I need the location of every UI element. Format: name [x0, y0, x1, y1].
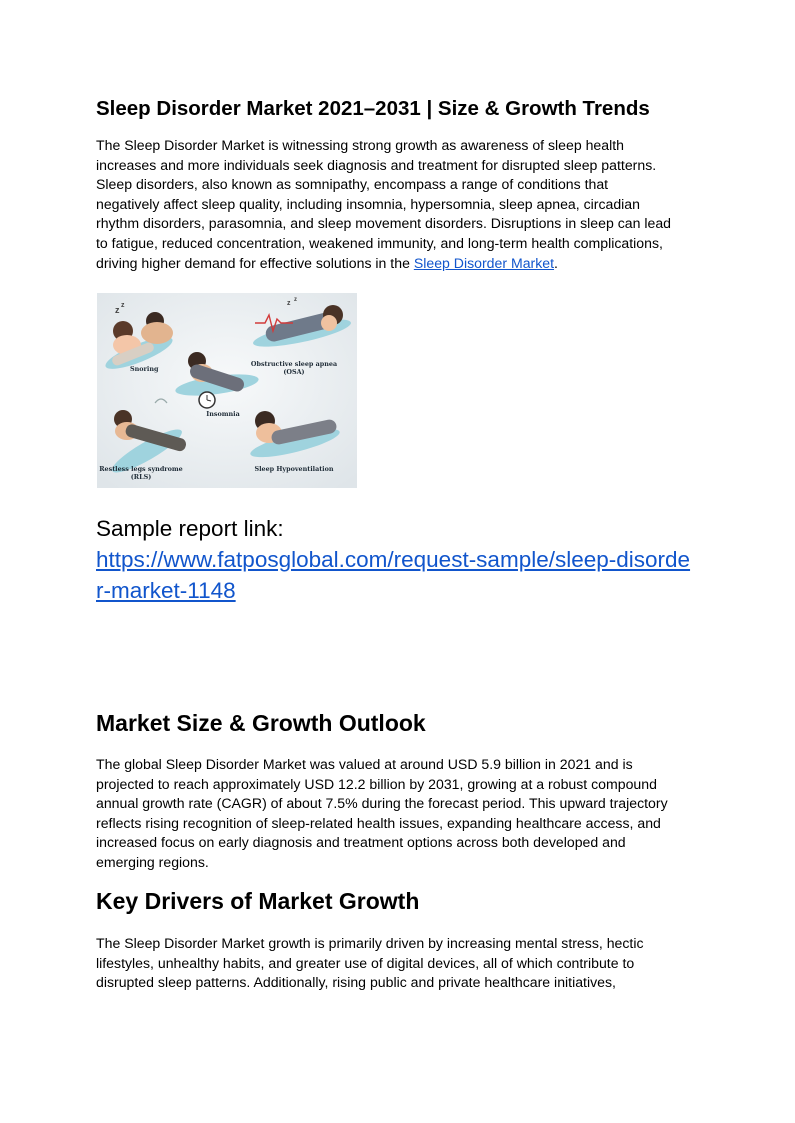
sample-report-label: Sample report link: [96, 516, 284, 541]
text-line: disrupted sleep patterns. Additionally, rising public and private healthcare initiatives, [96, 974, 616, 991]
rls-label-line2: (RLS) [130, 473, 152, 481]
text-line: Sleep disorders, also known as somnipathy, encompass a range of conditions that [96, 176, 609, 193]
text-line: increases and more individuals seek diagnosis and treatment for disrupted sleep patterns. [96, 156, 657, 173]
market-size-heading: Market Size & Growth Outlook [96, 710, 426, 736]
text-line: negatively affect sleep quality, including insomnia, hypersomnia, sleep apnea, circadian [96, 195, 640, 212]
text-fragment: . [554, 254, 558, 271]
text-line: The global Sleep Disorder Market was valued at around USD 5.9 billion in 2021 and is [96, 756, 633, 772]
text-line: The Sleep Disorder Market is witnessing strong growth as awareness of sleep health [96, 137, 624, 153]
text-line [96, 254, 700, 274]
sleep-disorder-market-link[interactable]: Sleep Disorder Market [413, 254, 555, 271]
sample-report-block [96, 513, 716, 606]
intro-paragraph [96, 136, 700, 273]
svg-text:z: z [115, 305, 120, 315]
sleep-disorders-illustration [97, 293, 357, 488]
svg-text:z: z [294, 297, 297, 303]
text-line: increased focus on early diagnosis and treatment options across both developed and [96, 834, 626, 851]
text-line: The Sleep Disorder Market growth is primarily driven by increasing mental stress, hectic [96, 935, 644, 951]
text-line: rhythm disorders, parasomnia, and sleep movement disorders. Disruptions in sleep can lead [96, 215, 671, 232]
svg-text:z: z [287, 300, 291, 307]
page-title: Sleep Disorder Market 2021–2031 | Size & Growth Trends [96, 97, 650, 120]
sample-report-url-line[interactable]: r-market-1148 [96, 578, 236, 603]
text-fragment: driving higher demand for effective solutions in the [96, 254, 414, 271]
insomnia-label: Insomnia [206, 410, 240, 418]
rls-label-line1: Restless legs syndrome [99, 465, 183, 473]
svg-text:z: z [121, 302, 125, 309]
text-line: emerging regions. [96, 853, 209, 870]
osa-label-line2: (OSA) [283, 368, 305, 376]
text-line: annual growth rate (CAGR) of about 7.5% during the forecast period. This upward trajectory [96, 795, 668, 812]
text-line: reflects rising recognition of sleep-related health issues, expanding healthcare access, and [96, 814, 661, 831]
text-line: lifestyles, unhealthy habits, and greater use of digital devices, all of which contribute to [96, 954, 635, 971]
text-line: projected to reach approximately USD 12.2 billion by 2031, growing at a robust compound [96, 775, 657, 792]
key-drivers-paragraph [96, 934, 700, 993]
text-line: to fatigue, reduced concentration, weakened immunity, and long-term health complications, [96, 234, 663, 251]
hypoventilation-label: Sleep Hypoventilation [254, 465, 334, 473]
sample-report-link[interactable] [96, 544, 716, 606]
key-drivers-heading: Key Drivers of Market Growth [96, 888, 420, 914]
market-size-paragraph [96, 755, 700, 873]
osa-label-line1: Obstructive sleep apnea [250, 360, 338, 368]
snoring-label: Snoring [130, 365, 159, 373]
sample-report-url-line[interactable]: https://www.fatposglobal.com/request-sample/sleep-disorde [96, 547, 691, 572]
